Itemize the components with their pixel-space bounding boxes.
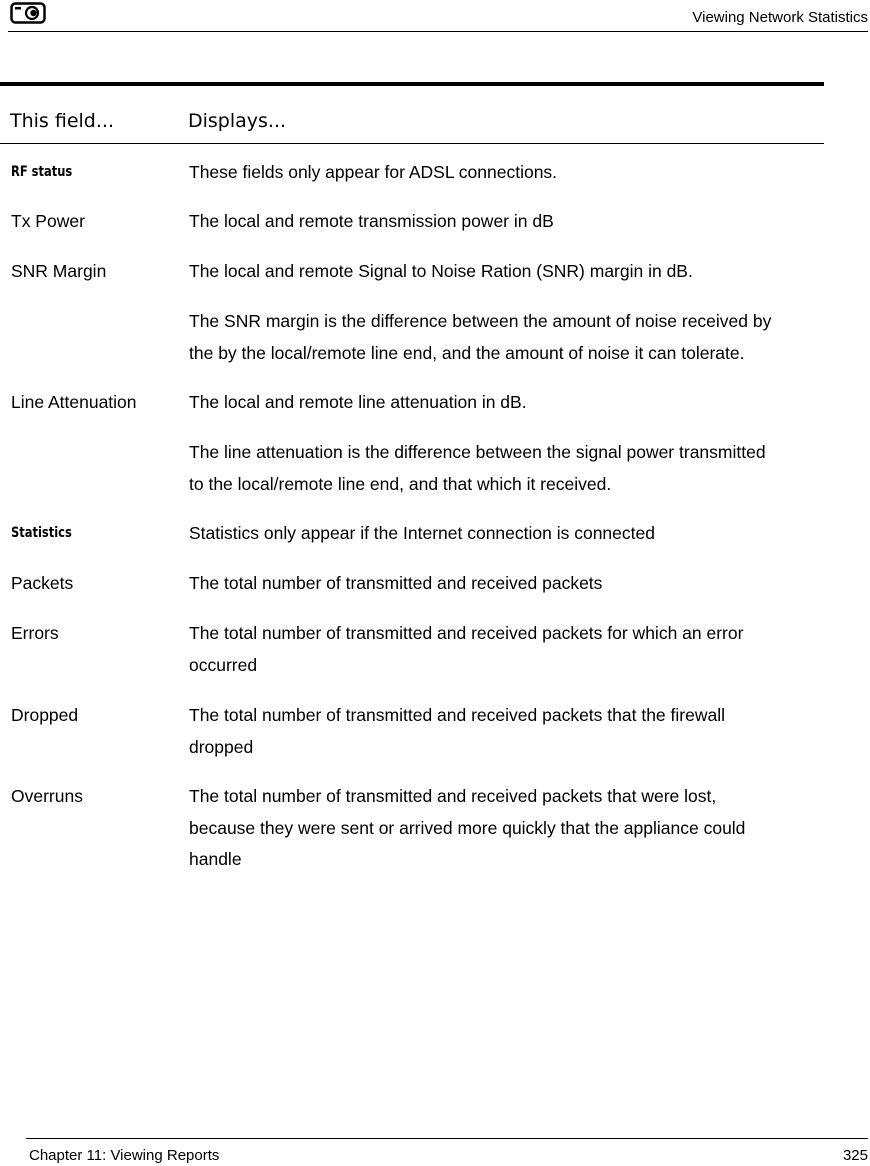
page-header	[8, 0, 868, 32]
field-description	[189, 568, 821, 600]
description-line: The total number of transmitted and received packets	[189, 573, 603, 593]
field-name: Errors	[11, 623, 59, 643]
field-description	[189, 781, 821, 876]
field-name: Dropped	[11, 705, 79, 725]
field-description	[189, 618, 821, 681]
description-line: Statistics only appear if the Internet connection is connected	[189, 523, 655, 543]
field-name: Line Attenuation	[11, 392, 137, 412]
field-description	[189, 437, 821, 500]
description-line: The total number of transmitted and received packets for which an error	[189, 623, 744, 643]
field-name: Packets	[11, 573, 74, 593]
field-description	[189, 157, 821, 189]
field-name: RF status	[11, 164, 73, 180]
field-table	[0, 82, 824, 869]
description-line: to the local/remote line end, and that which it received.	[189, 473, 612, 494]
field-description	[189, 518, 821, 550]
description-line: handle	[189, 849, 242, 869]
field-description	[189, 700, 821, 763]
note-camera-icon	[10, 2, 46, 24]
footer-chapter: Chapter 11: Viewing Reports	[29, 1147, 220, 1164]
description-line: The line attenuation is the difference between the signal power transmitted	[189, 442, 766, 462]
description-line: The total number of transmitted and received packets that were lost,	[189, 786, 717, 806]
description-line: The SNR margin is the difference between the amount of noise received by	[189, 311, 772, 331]
description-line: occurred	[189, 654, 258, 675]
description-line: The local and remote transmission power in dB	[189, 211, 554, 231]
field-name: Statistics	[11, 525, 72, 541]
field-description	[189, 206, 821, 238]
description-line: The total number of transmitted and received packets that the firewall	[189, 705, 725, 725]
page-number: 325	[842, 1147, 868, 1164]
field-description	[189, 306, 821, 369]
description-line: The local and remote Signal to Noise Ration (SNR) margin in dB.	[189, 261, 693, 281]
description-line: dropped	[189, 736, 254, 757]
column-header-field: This field...	[10, 110, 114, 132]
page-footer	[26, 1138, 868, 1166]
description-line: because they were sent or arrived more quickly that the appliance could	[189, 817, 746, 838]
field-name: SNR Margin	[11, 261, 107, 281]
field-name: Overruns	[11, 786, 83, 806]
header-title: Viewing Network Statistics	[692, 9, 868, 26]
column-header-displays: Displays...	[188, 110, 287, 132]
description-line: These fields only appear for ADSL connections.	[189, 162, 558, 182]
field-description	[189, 256, 821, 288]
field-name: Tx Power	[11, 211, 85, 231]
field-description	[189, 387, 821, 419]
description-line: the by the local/remote line end, and the amount of noise it can tolerate.	[189, 342, 745, 363]
table-header-row	[0, 86, 824, 144]
description-line: The local and remote line attenuation in dB.	[189, 392, 527, 412]
